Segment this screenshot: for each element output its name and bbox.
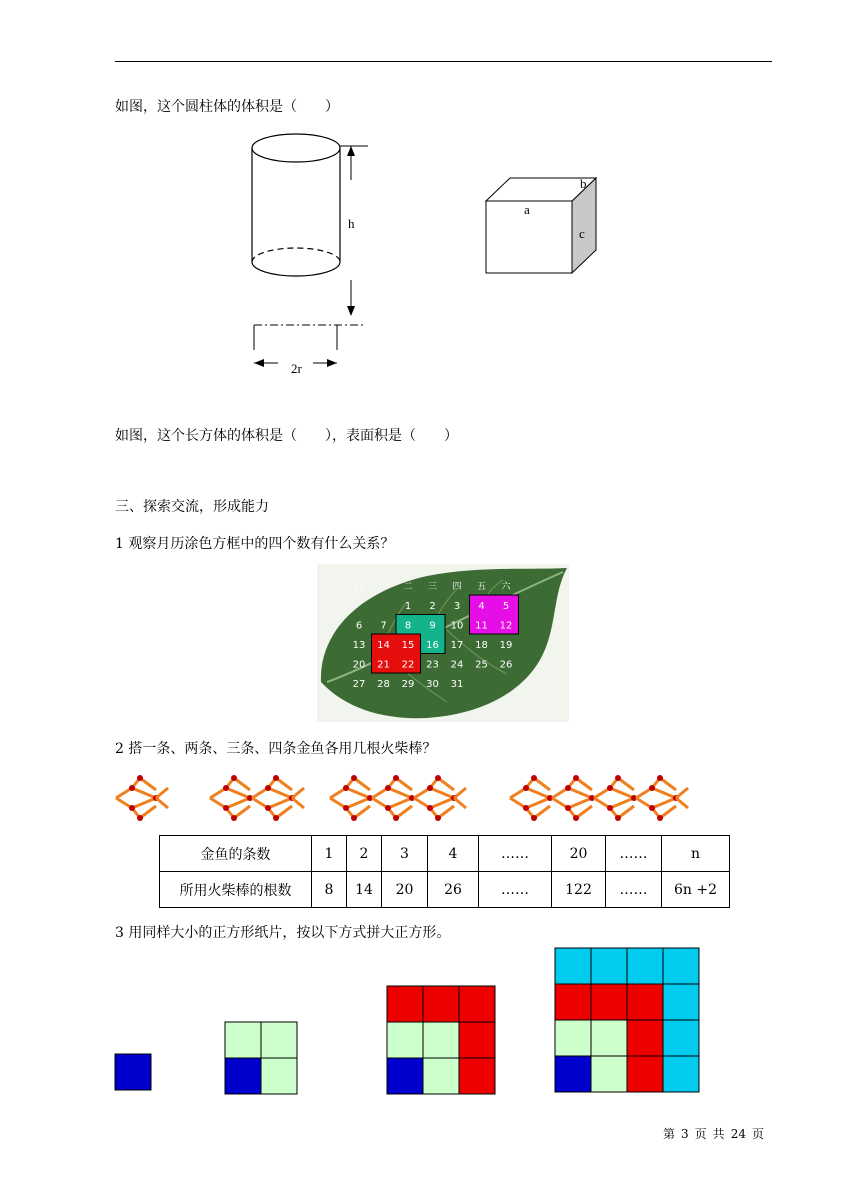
matchstick — [454, 798, 466, 808]
match-head — [649, 805, 655, 811]
matchstick — [430, 788, 454, 798]
matchstick — [268, 788, 292, 798]
match-head — [265, 785, 271, 791]
cylinder-bottom-back — [252, 248, 340, 262]
page-total: 24 — [730, 1127, 746, 1141]
match-head — [531, 815, 537, 821]
cylinder-diagram — [240, 128, 380, 380]
calendar-day: 6 — [355, 620, 363, 632]
table-cell: 所用火柴棒的根数 — [160, 872, 312, 908]
footer-text: 共 — [712, 1127, 725, 1141]
match-head — [231, 815, 237, 821]
table-cell: …… — [606, 836, 662, 872]
match-head — [657, 815, 663, 821]
matchstick — [156, 788, 168, 798]
tile — [555, 948, 591, 984]
match-head — [573, 815, 579, 821]
match-head — [649, 785, 655, 791]
calendar-day: 8 — [404, 620, 412, 632]
match-head — [565, 805, 571, 811]
footer-text: 页 — [694, 1127, 707, 1141]
label-2r: 2r — [291, 361, 302, 376]
table-row — [160, 836, 730, 872]
calendar-grid — [317, 564, 569, 722]
table-cell: 20 — [552, 836, 606, 872]
table-cell: n — [662, 836, 730, 872]
fish-figure — [116, 775, 168, 821]
match-head — [435, 775, 441, 781]
fish-figure — [210, 775, 304, 821]
match-head — [607, 785, 613, 791]
tile — [423, 986, 459, 1022]
matchstick — [610, 788, 634, 798]
calendar-day: 7 — [380, 620, 387, 632]
tile — [459, 1022, 495, 1058]
tile — [663, 984, 699, 1020]
table-cell: 金鱼的条数 — [160, 836, 312, 872]
calendar-day: 14 — [377, 640, 390, 651]
calendar-day: 26 — [499, 659, 513, 671]
footer-text: 页 — [751, 1127, 764, 1141]
match-head — [351, 775, 357, 781]
match-head — [565, 785, 571, 791]
calendar-day: 25 — [475, 659, 488, 671]
matchstick-fish-figures — [110, 768, 710, 828]
table-cell: …… — [479, 836, 552, 872]
tile — [663, 1056, 699, 1092]
tile — [555, 1020, 591, 1056]
match-head — [265, 805, 271, 811]
match-head — [231, 775, 237, 781]
table-row — [160, 872, 730, 908]
table-cell: …… — [606, 872, 662, 908]
matchstick — [568, 788, 592, 798]
weekday-label: 一 — [378, 582, 389, 592]
table-cell: …… — [479, 872, 552, 908]
matchstick — [156, 798, 168, 808]
calendar-day: 12 — [499, 620, 513, 632]
square-tilings — [110, 940, 710, 1100]
calendar-day: 16 — [426, 640, 439, 651]
match-head — [435, 815, 441, 821]
tile — [627, 1056, 663, 1092]
leaf-calendar — [317, 564, 569, 722]
matchstick — [652, 798, 676, 808]
match-head — [385, 805, 391, 811]
weekday-label: 三 — [427, 582, 438, 592]
matchstick — [526, 798, 550, 808]
tile — [225, 1022, 261, 1058]
match-head — [573, 775, 579, 781]
tile — [387, 1022, 423, 1058]
table-cell: 26 — [428, 872, 479, 908]
matchstick — [346, 788, 370, 798]
table-cell: 3 — [382, 836, 428, 872]
calendar-day: 2 — [429, 601, 436, 612]
matchstick-table — [159, 835, 730, 908]
question-1: 1 观察月历涂色方框中的四个数有什么关系？ — [115, 536, 395, 552]
tile — [591, 1056, 627, 1092]
match-head — [385, 785, 391, 791]
matchstick — [534, 806, 550, 818]
label-a: a — [524, 202, 530, 217]
matchstick — [576, 806, 592, 818]
matchstick — [610, 798, 634, 808]
match-head — [523, 805, 529, 811]
fish-figure — [330, 775, 466, 821]
calendar-day: 10 — [450, 620, 464, 632]
weekday-label: 六 — [501, 582, 511, 592]
match-head — [351, 815, 357, 821]
calendar-day: 9 — [429, 620, 436, 632]
tile — [261, 1022, 297, 1058]
matchstick — [660, 806, 676, 818]
calendar-day: 4 — [478, 601, 485, 612]
arrowhead-up — [347, 146, 355, 156]
calendar-day: 24 — [450, 659, 464, 671]
calendar-day: 11 — [475, 620, 488, 632]
matchstick — [568, 798, 592, 808]
header-rule — [115, 61, 772, 62]
calendar-day: 5 — [502, 601, 510, 612]
matchstick — [226, 788, 250, 798]
cylinder-top — [252, 134, 340, 162]
matchstick — [292, 788, 304, 798]
tile — [555, 1056, 591, 1092]
matchstick — [388, 798, 412, 808]
table-cell: 2 — [347, 836, 382, 872]
question-cuboid: 如图，这个长方体的体积是（ ），表面积是（ ） — [115, 428, 458, 444]
match-head — [137, 815, 143, 821]
weekday-label: 四 — [452, 582, 462, 592]
matchstick — [676, 788, 688, 798]
square-tiling — [115, 1054, 151, 1090]
calendar-day: 19 — [499, 640, 513, 651]
match-head — [343, 805, 349, 811]
match-head — [427, 785, 433, 791]
footer-text: 第 — [663, 1127, 676, 1141]
matchstick — [576, 778, 592, 790]
question-2: 2 搭一条、两条、三条、四条金鱼各用几根火柴棒？ — [115, 741, 437, 757]
matchstick — [132, 788, 156, 798]
table-cell: 20 — [382, 872, 428, 908]
matchstick — [132, 798, 156, 808]
label-h: h — [348, 216, 355, 231]
matchstick — [676, 798, 688, 808]
calendar-day: 13 — [352, 640, 366, 651]
arrowhead-left — [254, 359, 264, 367]
arrowhead-down — [347, 306, 355, 316]
tile — [627, 948, 663, 984]
calendar-day: 31 — [450, 679, 464, 690]
question-cylinder: 如图，这个圆柱体的体积是（ ） — [115, 99, 339, 115]
matchstick — [226, 798, 250, 808]
match-head — [223, 785, 229, 791]
tile — [261, 1058, 297, 1094]
tile — [423, 1058, 459, 1094]
tile — [663, 948, 699, 984]
page-number: 3 — [681, 1127, 689, 1141]
tile — [627, 984, 663, 1020]
calendar-day: 21 — [377, 659, 390, 671]
match-head — [531, 775, 537, 781]
calendar-day: 3 — [453, 601, 461, 612]
arrowhead-right — [327, 359, 337, 367]
match-head — [393, 815, 399, 821]
calendar-day: 18 — [475, 640, 488, 651]
label-c: c — [579, 226, 585, 241]
match-head — [129, 785, 135, 791]
matchstick — [268, 798, 292, 808]
tile — [115, 1054, 151, 1090]
weekday-label: 日 — [354, 582, 364, 592]
calendar-day: 30 — [426, 679, 439, 690]
tile — [627, 1020, 663, 1056]
tile — [591, 948, 627, 984]
match-head — [137, 775, 143, 781]
calendar-day: 20 — [352, 659, 366, 671]
matchstick — [454, 788, 466, 798]
table-cell: 122 — [552, 872, 606, 908]
tile — [459, 1058, 495, 1094]
match-head — [393, 775, 399, 781]
matchstick — [534, 778, 550, 790]
matchstick — [526, 788, 550, 798]
page-footer — [660, 1125, 767, 1142]
calendar-day: 1 — [404, 601, 412, 612]
tile — [387, 986, 423, 1022]
tile — [387, 1058, 423, 1094]
calendar-day: 27 — [352, 679, 366, 690]
matchstick — [292, 798, 304, 808]
calendar-day: 29 — [401, 679, 415, 690]
matchstick — [388, 788, 412, 798]
fish-figure — [510, 775, 688, 821]
calendar-day: 15 — [401, 640, 415, 651]
cylinder-bottom-front — [252, 262, 340, 276]
match-head — [607, 805, 613, 811]
calendar-day: 23 — [426, 659, 439, 671]
matchstick — [618, 778, 634, 790]
matchstick — [652, 788, 676, 798]
tile — [423, 1022, 459, 1058]
tile — [591, 984, 627, 1020]
match-head — [427, 805, 433, 811]
calendar-day: 22 — [401, 659, 415, 671]
weekday-label: 二 — [403, 582, 413, 592]
matchstick — [430, 798, 454, 808]
match-head — [615, 815, 621, 821]
question-3: 3 用同样大小的正方形纸片，按以下方式拼大正方形。 — [115, 925, 451, 941]
match-head — [223, 805, 229, 811]
match-head — [615, 775, 621, 781]
match-head — [523, 785, 529, 791]
weekday-label: 五 — [476, 582, 487, 592]
matchstick — [618, 806, 634, 818]
table-cell: 8 — [312, 872, 347, 908]
square-tiling — [555, 948, 699, 1092]
match-head — [273, 775, 279, 781]
tile — [459, 986, 495, 1022]
table-cell: 14 — [347, 872, 382, 908]
table-cell: 1 — [312, 836, 347, 872]
square-tiling — [225, 1022, 297, 1094]
tile — [225, 1058, 261, 1094]
matchstick — [660, 778, 676, 790]
tile — [591, 1020, 627, 1056]
tile — [555, 984, 591, 1020]
matchstick — [346, 798, 370, 808]
match-head — [129, 805, 135, 811]
label-b: b — [580, 176, 587, 191]
match-head — [657, 775, 663, 781]
square-tiling — [387, 986, 495, 1094]
match-head — [273, 815, 279, 821]
tile — [663, 1020, 699, 1056]
match-head — [343, 785, 349, 791]
table-cell: 4 — [428, 836, 479, 872]
section-heading: 三、探索交流，形成能力 — [115, 499, 269, 515]
table-cell: 6n +2 — [662, 872, 730, 908]
calendar-day: 17 — [450, 640, 464, 651]
calendar-day: 28 — [377, 679, 390, 690]
